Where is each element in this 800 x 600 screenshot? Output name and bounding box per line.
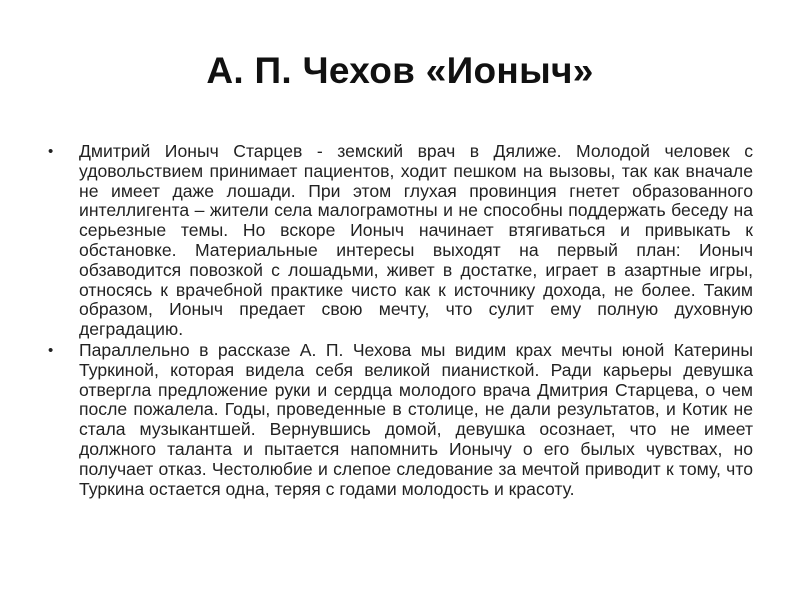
- bullet-item-1: [48, 142, 753, 340]
- bullet-list: [48, 142, 753, 500]
- bullet-text: Параллельно в рассказе А. П. Чехова мы видим крах мечты юной Катерины Туркиной, которая видела себя великой пианисткой. Ради карьеры девушка отвергла предложение руки и сердца молодого врача Дмитрия Старцева, о чем после пожалела. Годы, проведенные в столице, не дали результатов, и Котик не стала музыкантшей. Вернувшись домой, девушка осознает, что не имеет должного таланта и пытается напомнить Ионычу о его былых чувствах, но получает отказ. Честолюбие и слепое следование за мечтой приводит к тому, что Туркина остается одна, теряя с годами молодость и красоту.: [79, 339, 753, 499]
- bullet-item-2: [48, 341, 753, 499]
- slide-title: А. П. Чехов «Ионыч»: [206, 50, 594, 91]
- bullet-marker-icon: •: [48, 143, 54, 160]
- bullet-marker-icon: •: [48, 341, 54, 359]
- bullet-text: Дмитрий Ионыч Старцев - земский врач в Дялиже. Молодой человек с удовольствием принимает пациентов, ходит пешком на вызовы, так как вначале не имеет даже лошади. При этом глухая провинция гнетет образованного интеллигента – жители села малограмотны и не способны поддержать беседу на серьезные темы. Но вскоре Ионыч начинает втягиваться и привыкать к обстановке. Материальные интересы выходят на первый план: Ионыч обзаводится повозкой с лошадьми, живет в достатке, играет в азартные игры, относясь к врачебной практике чисто как к источнику дохода, не более. Таким образом, Ионыч предает свою мечту, что сулит ему полную духовную деградацию.: [79, 141, 753, 340]
